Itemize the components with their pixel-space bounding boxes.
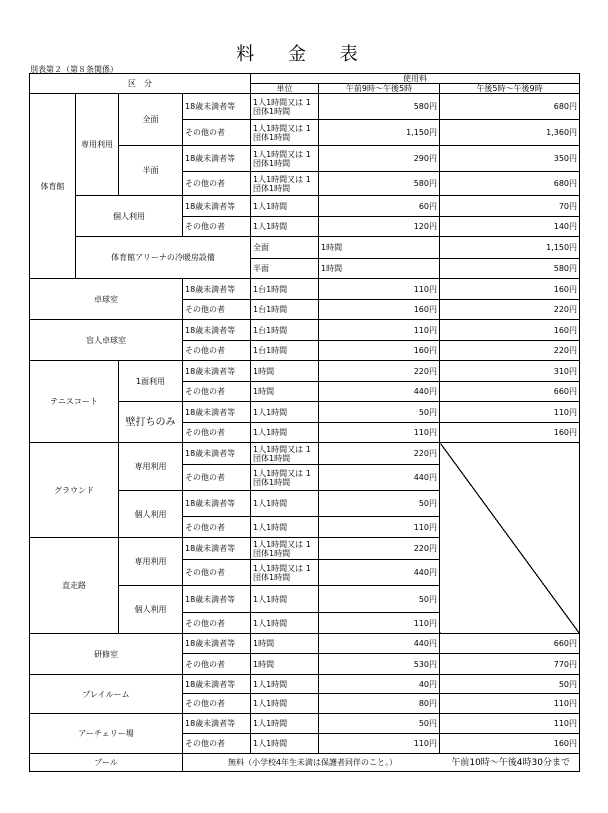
category-ground: グラウンド (30, 443, 119, 538)
fee-cell: 110円 (440, 714, 580, 734)
fee-cell: 220円 (319, 538, 440, 560)
others-label: その他の者 (183, 217, 251, 237)
fee-cell: 680円 (440, 172, 580, 196)
others-label: その他の者 (183, 423, 251, 443)
not-applicable-diagonal (440, 443, 580, 634)
fee-cell: 110円 (319, 613, 440, 634)
fee-cell: 160円 (440, 320, 580, 341)
fee-cell: 220円 (319, 443, 440, 465)
track-exclusive-label: 専用利用 (119, 538, 183, 586)
under18-label: 18歳未満者等 (183, 94, 251, 120)
fee-cell: 120円 (319, 217, 440, 237)
fee-cell: 110円 (440, 694, 580, 714)
fee-cell: 530円 (319, 654, 440, 675)
category-archery: アーチェリー場 (30, 714, 183, 754)
unit-label: 1人1時間 (251, 196, 319, 217)
fee-cell: 110円 (319, 423, 440, 443)
gym-exclusive-label: 専用利用 (76, 94, 119, 196)
unit-label: 1人1時間又は 1団体1時間 (251, 538, 319, 560)
fee-cell: 660円 (440, 382, 580, 402)
others-label: その他の者 (183, 172, 251, 196)
arena-whole-label: 全面 (251, 237, 319, 259)
fee-cell: 220円 (319, 361, 440, 382)
fee-cell: 110円 (319, 734, 440, 754)
under18-label: 18歳未満者等 (183, 146, 251, 172)
unit-label: 1人1時間又は 1団体1時間 (251, 146, 319, 172)
others-label: その他の者 (183, 654, 251, 675)
unit-label: 1人1時間 (251, 586, 319, 613)
tennis-one-court-label: 1面利用 (119, 361, 183, 402)
category-tennis: テニスコート (30, 361, 119, 443)
unit-label: 1人1時間又は 1団体1時間 (251, 94, 319, 120)
under18-label: 18歳未満者等 (183, 538, 251, 560)
fee-cell: 580円 (440, 259, 580, 279)
unit-label: 1時間 (251, 361, 319, 382)
gym-personal-label: 個人利用 (76, 196, 183, 237)
fee-cell: 110円 (319, 279, 440, 300)
ground-personal-label: 個人利用 (119, 491, 183, 538)
fee-cell: 1,150円 (440, 237, 580, 259)
category-gym: 体育館 (30, 94, 76, 279)
fee-table (29, 73, 580, 772)
page-title: 料 金 表 (236, 44, 372, 65)
unit-label: 1人1時間又は 1団体1時間 (251, 465, 319, 491)
fee-cell: 440円 (319, 634, 440, 654)
category-playroom: プレイルーム (30, 675, 183, 714)
ground-exclusive-label: 専用利用 (119, 443, 183, 491)
unit-label: 1台1時間 (251, 341, 319, 361)
under18-label: 18歳未満者等 (183, 714, 251, 734)
fee-cell: 50円 (319, 714, 440, 734)
unit-label: 1人1時間又は 1団体1時間 (251, 443, 319, 465)
fee-cell: 160円 (319, 300, 440, 320)
fee-cell: 110円 (440, 402, 580, 423)
fee-cell: 770円 (440, 654, 580, 675)
under18-label: 18歳未満者等 (183, 491, 251, 517)
fee-cell: 580円 (319, 94, 440, 120)
fee-cell: 310円 (440, 361, 580, 382)
unit-label: 1人1時間 (251, 694, 319, 714)
fee-cell: 350円 (440, 146, 580, 172)
category-table-tennis: 卓球室 (30, 279, 183, 320)
fee-cell: 50円 (440, 675, 580, 694)
category-arena-heat: 体育館アリーナの冷暖房設備 (76, 237, 251, 279)
track-personal-label: 個人利用 (119, 586, 183, 634)
others-label: その他の者 (183, 560, 251, 586)
others-label: その他の者 (183, 613, 251, 634)
fee-cell: 160円 (440, 734, 580, 754)
fee-cell: 60円 (319, 196, 440, 217)
unit-label: 1人1時間 (251, 675, 319, 694)
fee-cell: 440円 (319, 465, 440, 491)
under18-label: 18歳未満者等 (183, 443, 251, 465)
fee-cell: 1,150円 (319, 120, 440, 146)
category-pool: プール (30, 754, 183, 772)
fee-cell: 220円 (440, 341, 580, 361)
unit-label: 1人1時間 (251, 517, 319, 538)
unit-label: 1人1時間又は 1団体1時間 (251, 560, 319, 586)
unit-label: 1人1時間 (251, 491, 319, 517)
unit-label: 1人1時間又は 1団体1時間 (251, 172, 319, 196)
fee-cell: 50円 (319, 491, 440, 517)
pool-info (183, 754, 580, 772)
others-label: その他の者 (183, 694, 251, 714)
under18-label: 18歳未満者等 (183, 361, 251, 382)
fee-cell: 580円 (319, 172, 440, 196)
header-kubun: 区 分 (30, 74, 251, 94)
fee-cell: 290円 (319, 146, 440, 172)
fee-cell: 160円 (319, 341, 440, 361)
fee-cell: 70円 (440, 196, 580, 217)
under18-label: 18歳未満者等 (183, 586, 251, 613)
fee-cell: 50円 (319, 402, 440, 423)
fee-cell: 160円 (440, 423, 580, 443)
fee-cell: 140円 (440, 217, 580, 237)
others-label: その他の者 (183, 341, 251, 361)
fee-cell: 440円 (319, 560, 440, 586)
others-label: その他の者 (183, 120, 251, 146)
under18-label: 18歳未満者等 (183, 634, 251, 654)
under18-label: 18歳未満者等 (183, 196, 251, 217)
others-label: その他の者 (183, 382, 251, 402)
others-label: その他の者 (183, 517, 251, 538)
under18-label: 18歳未満者等 (183, 675, 251, 694)
unit-label: 1人1時間又は 1団体1時間 (251, 120, 319, 146)
unit-label: 1人1時間 (251, 423, 319, 443)
unit-label: 1台1時間 (251, 300, 319, 320)
unit-label: 1人1時間 (251, 613, 319, 634)
category-blind-table-tennis: 盲人卓球室 (30, 320, 183, 361)
header-pm: 午後5時～午後9時 (440, 84, 580, 94)
category-training-room: 研修室 (30, 634, 183, 675)
unit-label: 1台1時間 (251, 320, 319, 341)
others-label: その他の者 (183, 465, 251, 491)
fee-cell: 440円 (319, 382, 440, 402)
tennis-wall-label: 壁打ちのみ (119, 402, 183, 443)
others-label: その他の者 (183, 734, 251, 754)
under18-label: 18歳未満者等 (183, 402, 251, 423)
header-unit: 単位 (251, 84, 319, 94)
fee-cell: 40円 (319, 675, 440, 694)
fee-cell: 110円 (319, 517, 440, 538)
unit-label: 1時間 (319, 259, 440, 279)
unit-label: 1人1時間 (251, 402, 319, 423)
under18-label: 18歳未満者等 (183, 320, 251, 341)
gym-half-label: 半面 (119, 146, 183, 196)
table-note: 別表第２（第８条関係） (30, 65, 118, 74)
header-fee: 使用料 (251, 74, 580, 84)
others-label: その他の者 (183, 300, 251, 320)
fee-cell: 680円 (440, 94, 580, 120)
pool-note: 無料（小学校4年生未満は保護者同伴のこと。） (227, 757, 398, 767)
under18-label: 18歳未満者等 (183, 279, 251, 300)
fee-cell: 80円 (319, 694, 440, 714)
unit-label: 1時間 (251, 382, 319, 402)
fee-cell: 1,360円 (440, 120, 580, 146)
unit-label: 1人1時間 (251, 217, 319, 237)
unit-label: 1時間 (251, 634, 319, 654)
unit-label: 1人1時間 (251, 714, 319, 734)
category-track: 直走路 (30, 538, 119, 634)
arena-half-label: 半面 (251, 259, 319, 279)
gym-whole-label: 全面 (119, 94, 183, 146)
unit-label: 1時間 (251, 654, 319, 675)
fee-cell: 110円 (319, 320, 440, 341)
fee-cell: 220円 (440, 300, 580, 320)
fee-cell: 660円 (440, 634, 580, 654)
unit-label: 1人1時間 (251, 734, 319, 754)
header-am: 午前9時～午後5時 (319, 84, 440, 94)
unit-label: 1時間 (319, 237, 440, 259)
pool-time: 午前10時～午後4時30分まで (451, 757, 570, 768)
unit-label: 1台1時間 (251, 279, 319, 300)
fee-cell: 50円 (319, 586, 440, 613)
fee-cell: 160円 (440, 279, 580, 300)
